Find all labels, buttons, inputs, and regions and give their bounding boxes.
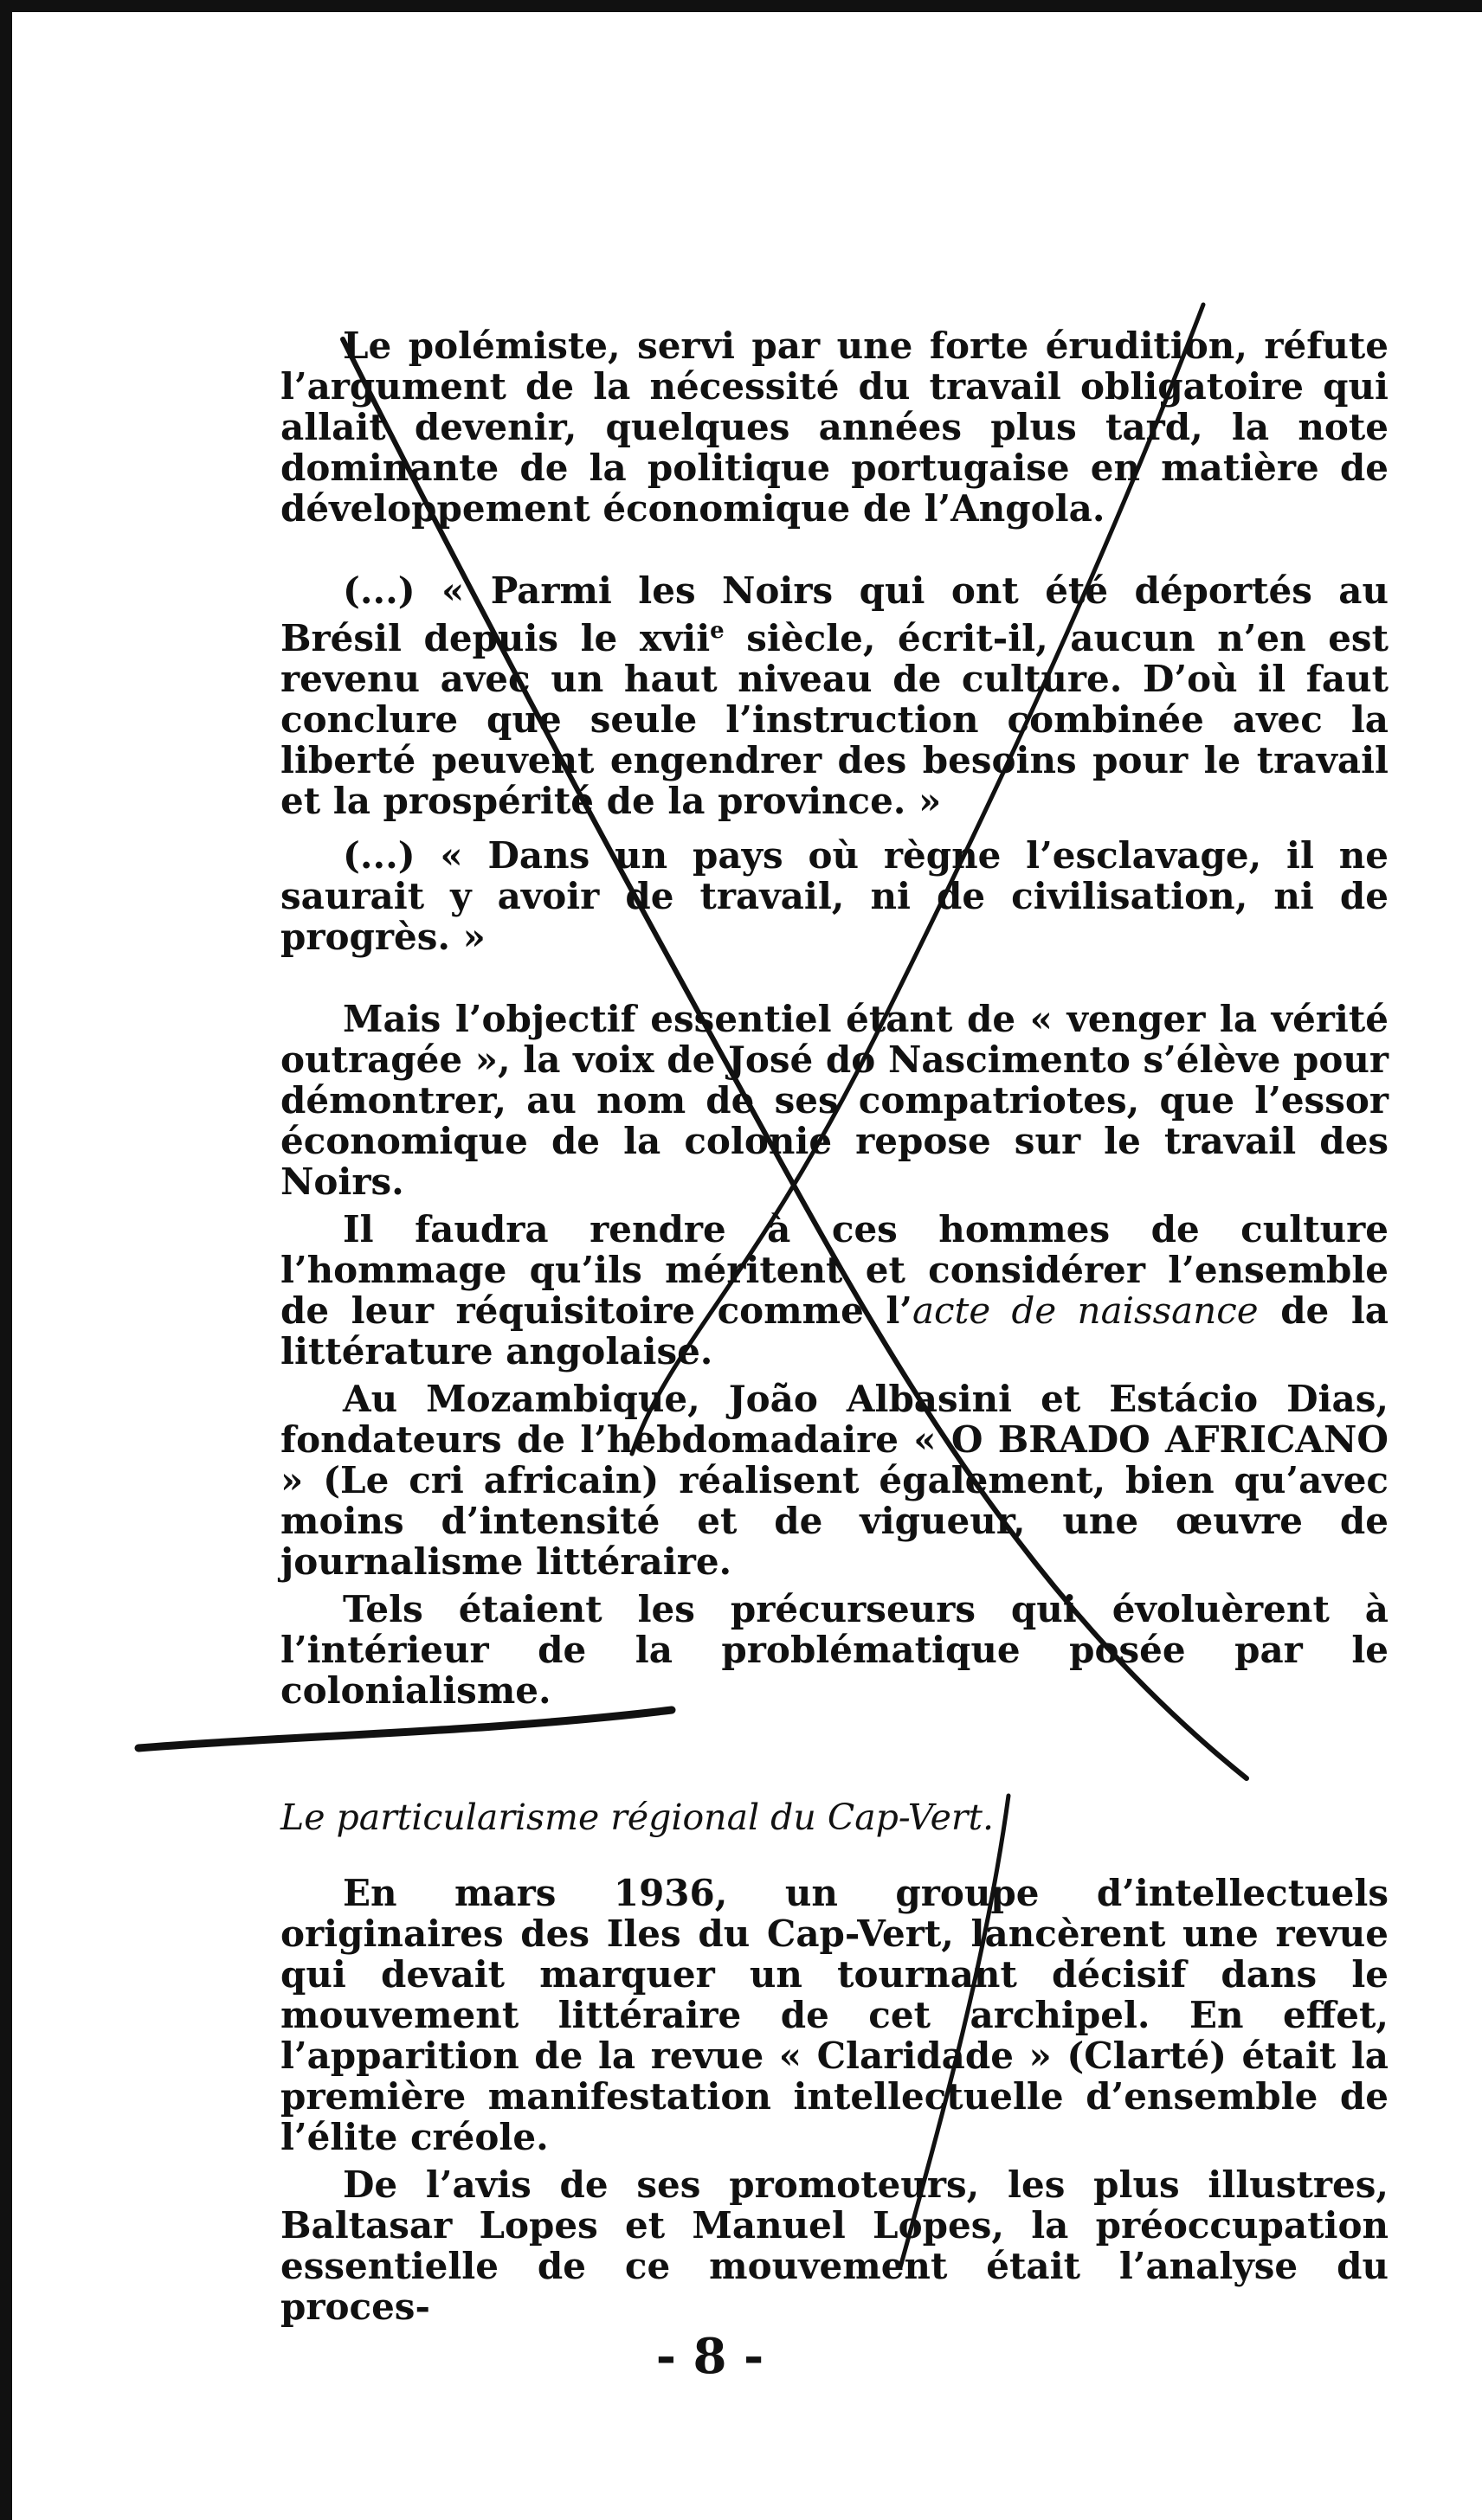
paragraph-5: [280, 1209, 1389, 1372]
century-superscript: e: [710, 618, 725, 644]
body-text: [280, 325, 1389, 2327]
paragraph-7: Tels étaient les précurseurs qui évoluèrent à l’intérieur de la problématique posée par le colonialisme.: [280, 1588, 1389, 1712]
paragraph-2-start: (...) « Parmi les Noirs qui ont été déportés au Brésil depuis le xvii: [280, 569, 1389, 659]
paragraph-1: Le polémiste, servi par une forte érudition, réfute l’argument de la nécessité du travail obligatoire qui allait devenir, quelques années plus tard, la note dominante de la politique portugaise en matière de développement économique de l’Angola.: [280, 325, 1389, 530]
page-number: - 8 -: [655, 2328, 764, 2385]
paragraph-5-start: Il faudra rendre à ces hommes de culture l’hommage qu’ils méritent et considérer l’ensemble de leur réquisitoire comme l’: [280, 1208, 1389, 1332]
paragraph-6: Au Mozambique, João Albasini et Estácio Dias, fondateurs de l’hebdomadaire « O BRADO AFRICANO » (Le cri africain) réalisent également, bien qu’avec moins d’intensité et de vigueur, une œuvre de journalisme littéraire.: [280, 1378, 1389, 1583]
paragraph-3: (...) « Dans un pays où règne l’esclavage, il ne saurait y avoir de travail, ni de civilisation, ni de progrès. »: [280, 834, 1389, 958]
scan-border-left: [0, 0, 12, 2520]
paragraph-8: En mars 1936, un groupe d’intellectuels originaires des Iles du Cap-Vert, lancèrent une revue qui devait marquer un tournant décisif dans le mouvement littéraire de cet archipel. En effet, l’apparition de la revue « Claridade » (Clarté) était la première manifestation intellectuelle d’ensemble de l’élite créole.: [280, 1872, 1389, 2158]
paragraph-5-italic: acte de naissance: [912, 1289, 1259, 1332]
paragraph-5-end: de la littérature angolaise.: [280, 1289, 1389, 1372]
paragraph-2-rest: siècle, écrit-il, aucun n’en est revenu avec un haut niveau de culture. D’où il faut conclure que seule l’instruction combinée avec la liberté peuvent engendrer des besoins pour le travail et la prospérité de la province. »: [280, 617, 1389, 822]
scan-border-top: [0, 0, 1482, 12]
paragraph-9: De l’avis de ses promoteurs, les plus illustres, Baltasar Lopes et Manuel Lopes, la préoccupation essentielle de ce mouvement était l’analyse du proces-: [280, 2163, 1389, 2328]
paragraph-2: [280, 570, 1389, 821]
section-heading: Le particularisme régional du Cap-Vert.: [280, 1797, 994, 1838]
paragraph-4: Mais l’objectif essentiel étant de « venger la vérité outragée », la voix de José do Nascimento s’élève pour démontrer, au nom de ses compatriotes, que l’essor économique de la colonie repose sur le travail des Noirs.: [280, 998, 1389, 1203]
